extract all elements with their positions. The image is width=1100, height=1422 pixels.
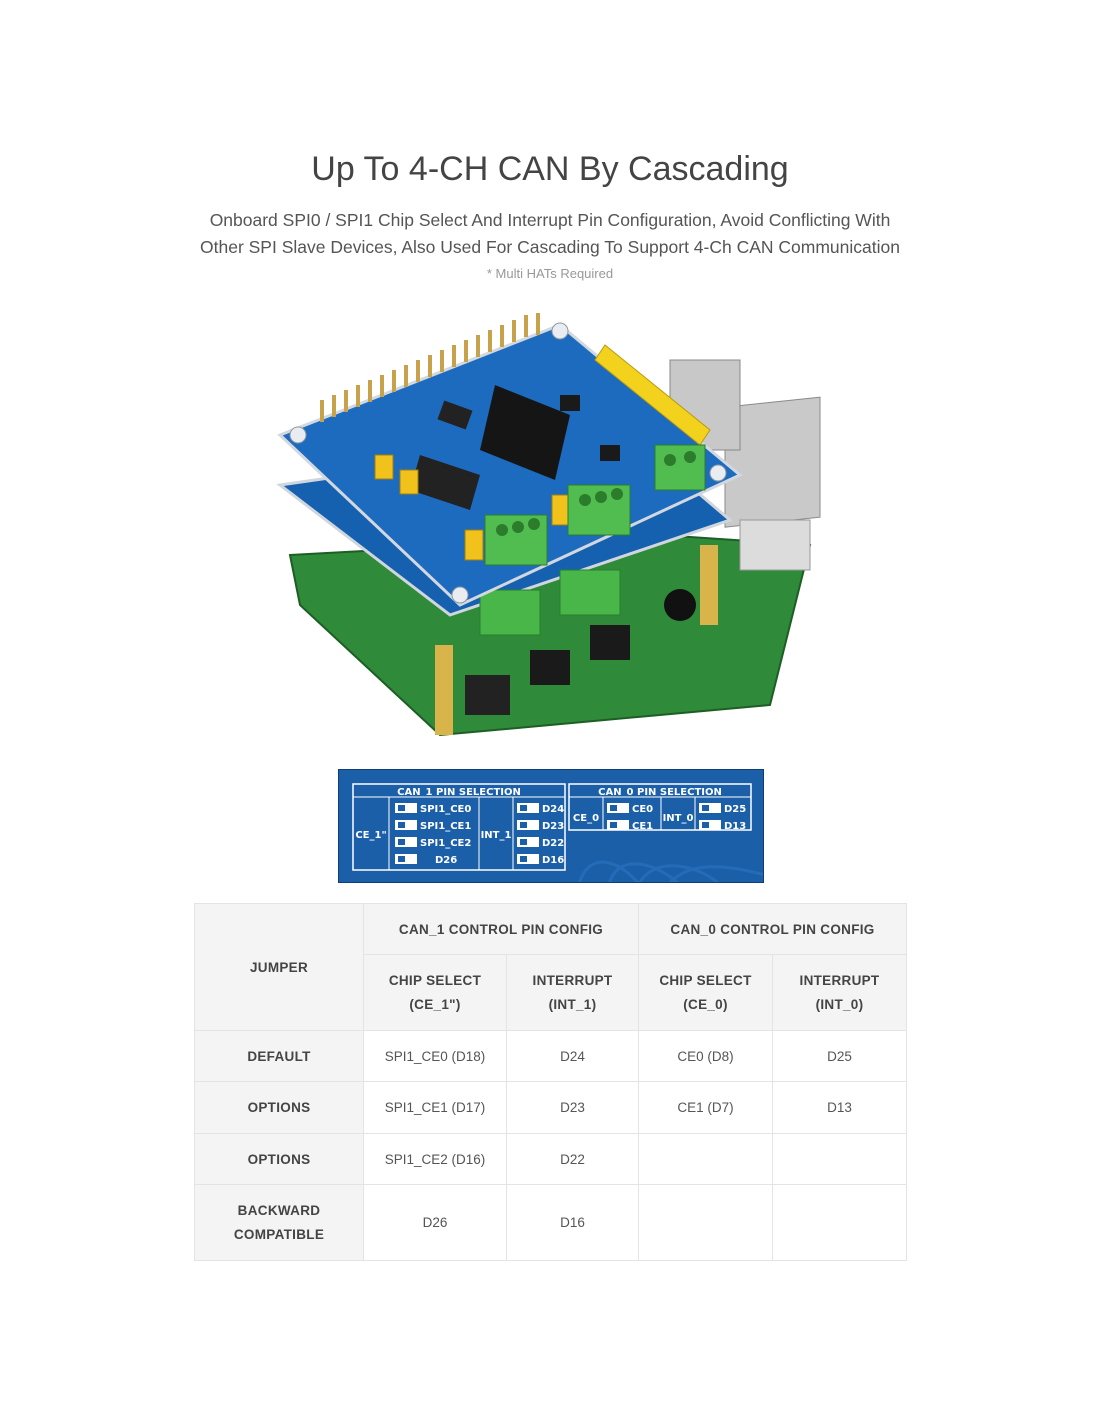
table-cell: SPI1_CE2 (D16) xyxy=(364,1134,507,1185)
can0-config-header: CAN_0 CONTROL PIN CONFIG xyxy=(639,904,907,955)
int1-option: D16 xyxy=(542,855,565,866)
can1-config-header: CAN_1 CONTROL PIN CONFIG xyxy=(364,904,639,955)
row-label: BACKWARD COMPATIBLE xyxy=(195,1185,364,1261)
product-photo xyxy=(270,305,840,745)
table-cell xyxy=(639,1134,773,1185)
int1-option: D22 xyxy=(542,838,565,849)
jumper-selection-panel xyxy=(338,769,764,883)
jumper-diagram xyxy=(339,770,764,883)
ce1-jumper-pads xyxy=(395,803,417,864)
ce1-option: SPI1_CE1 xyxy=(420,821,472,832)
footnote: * Multi HATs Required xyxy=(486,266,614,281)
ce0-label: CE_0 xyxy=(572,813,600,824)
table-cell: D24 xyxy=(507,1031,639,1082)
int0-label: INT_0 xyxy=(662,813,694,824)
sub-header: CHIP SELECT (CE_1") xyxy=(364,955,507,1031)
table-cell xyxy=(773,1134,907,1185)
table-cell: CE1 (D7) xyxy=(639,1082,773,1134)
pin-config-table xyxy=(194,903,907,1261)
table-cell: SPI1_CE1 (D17) xyxy=(364,1082,507,1134)
table-row xyxy=(195,1082,907,1134)
int0-jumper-pads xyxy=(699,803,721,830)
ce1-option: SPI1_CE2 xyxy=(420,838,472,849)
int1-label: INT_1 xyxy=(480,830,512,841)
int1-jumper-pads xyxy=(517,803,539,864)
ce1-option: SPI1_CE0 xyxy=(420,804,472,815)
table-cell: D16 xyxy=(507,1185,639,1261)
int1-option: D23 xyxy=(542,821,565,832)
row-label: OPTIONS xyxy=(195,1082,364,1134)
can0-selection-title: CAN_0 PIN SELECTION xyxy=(598,787,722,798)
row-label: OPTIONS xyxy=(195,1134,364,1185)
table-cell: SPI1_CE0 (D18) xyxy=(364,1031,507,1082)
int1-option: D24 xyxy=(542,804,565,815)
table-cell: D26 xyxy=(364,1185,507,1261)
table-cell: D25 xyxy=(773,1031,907,1082)
table-cell: D23 xyxy=(507,1082,639,1134)
table-cell: D13 xyxy=(773,1082,907,1134)
sub-header: INTERRUPT (INT_0) xyxy=(773,955,907,1031)
table-cell: CE0 (D8) xyxy=(639,1031,773,1082)
jumper-header: JUMPER xyxy=(195,904,364,1031)
ce1-label: CE_1" xyxy=(355,830,387,841)
row-label: DEFAULT xyxy=(195,1031,364,1082)
page-title: Up To 4-CH CAN By Cascading xyxy=(311,150,789,188)
ce0-jumper-pads xyxy=(607,803,629,830)
sub-header: CHIP SELECT (CE_0) xyxy=(639,955,773,1031)
page-description: Onboard SPI0 / SPI1 Chip Select And Interrupt Pin Configuration, Avoid Conflicting With Other SPI Slave Devices, Also Used For Cascading To Support 4-Ch CAN Communication xyxy=(200,210,900,257)
table-row xyxy=(195,1031,907,1082)
table-cell: D22 xyxy=(507,1134,639,1185)
can1-selection-title: CAN_1 PIN SELECTION xyxy=(397,787,521,798)
table-row xyxy=(195,1134,907,1185)
table-cell xyxy=(773,1185,907,1261)
sub-header: INTERRUPT (INT_1) xyxy=(507,955,639,1031)
table-cell xyxy=(639,1185,773,1261)
int0-option: D25 xyxy=(724,804,747,815)
ce0-option: CE0 xyxy=(632,804,654,815)
ce0-option: CE1 xyxy=(632,821,654,832)
table-row xyxy=(195,1185,907,1261)
ce1-option: D26 xyxy=(435,855,458,866)
int0-option: D13 xyxy=(724,821,747,832)
